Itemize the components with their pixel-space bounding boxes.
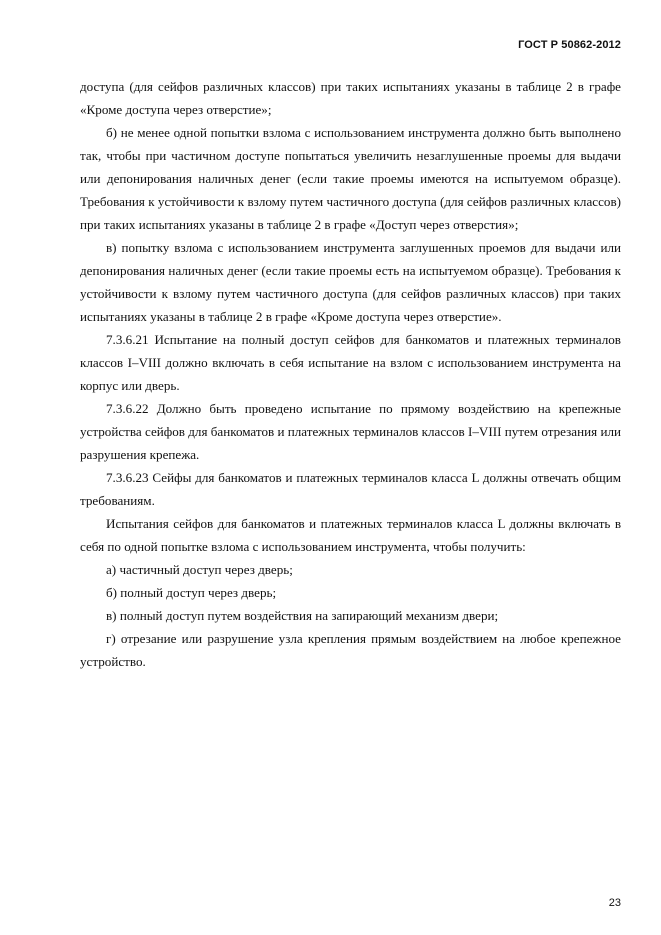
paragraph-class-l-tests: Испытания сейфов для банкоматов и платежных терминалов класса L должны включать в себя по одной попытке взлома с использованием инструмента, чтобы получить: (80, 516, 621, 554)
list-item-g: г) отрезание или разрушение узла крепления прямым воздействием на любое крепежное устройство. (80, 631, 621, 669)
document-standard-header: ГОСТ Р 50862-2012 (518, 39, 621, 51)
list-item-a: а) частичный доступ через дверь; (106, 562, 293, 577)
list-item-v: в) полный доступ путем воздействия на запирающий механизм двери; (106, 608, 499, 623)
paragraph-item-v: в) попытку взлома с использованием инструмента заглушенных проемов для выдачи или депонирования наличных денег (если такие проемы есть на испытуемом образце). Требования к устойчивости к взлому путем частичного доступа (для сейфов различных классов) при таких испытаниях указаны в таблице 2 в графе «Кроме доступа через отверстие». (80, 240, 621, 324)
paragraph-continuation: доступа (для сейфов различных классов) при таких испытаниях указаны в таблице 2 в графе «Кроме доступа через отверстие»; (80, 79, 621, 117)
list-item-b: б) полный доступ через дверь; (106, 585, 277, 600)
page-number: 23 (608, 897, 621, 909)
paragraph-7-3-6-21: 7.3.6.21 Испытание на полный доступ сейфов для банкоматов и платежных терминалов классов I–VIII должно включать в себя испытание на взлом с использованием инструмента на корпус или дверь. (80, 332, 621, 393)
paragraph-item-b: б) не менее одной попытки взлома с использованием инструмента должно быть выполнено так, чтобы при частичном доступе попытаться увеличить незаглушенные проемы для выдачи или депонирования наличных денег (если такие проемы имеются на испытуемом образце). Требования к устойчивости к взлому путем частичного доступа (для сейфов различных классов) при таких испытаниях указаны в таблице 2 в графе «Доступ через отверстия»; (80, 125, 621, 232)
paragraph-7-3-6-23: 7.3.6.23 Сейфы для банкоматов и платежных терминалов класса L должны отвечать общим требованиям. (80, 470, 621, 508)
paragraph-7-3-6-22: 7.3.6.22 Должно быть проведено испытание по прямому воздействию на крепежные устройства сейфов для банкоматов и платежных терминалов классов I–VIII путем отрезания или разрушения крепежа. (80, 401, 621, 462)
document-body (80, 75, 621, 673)
